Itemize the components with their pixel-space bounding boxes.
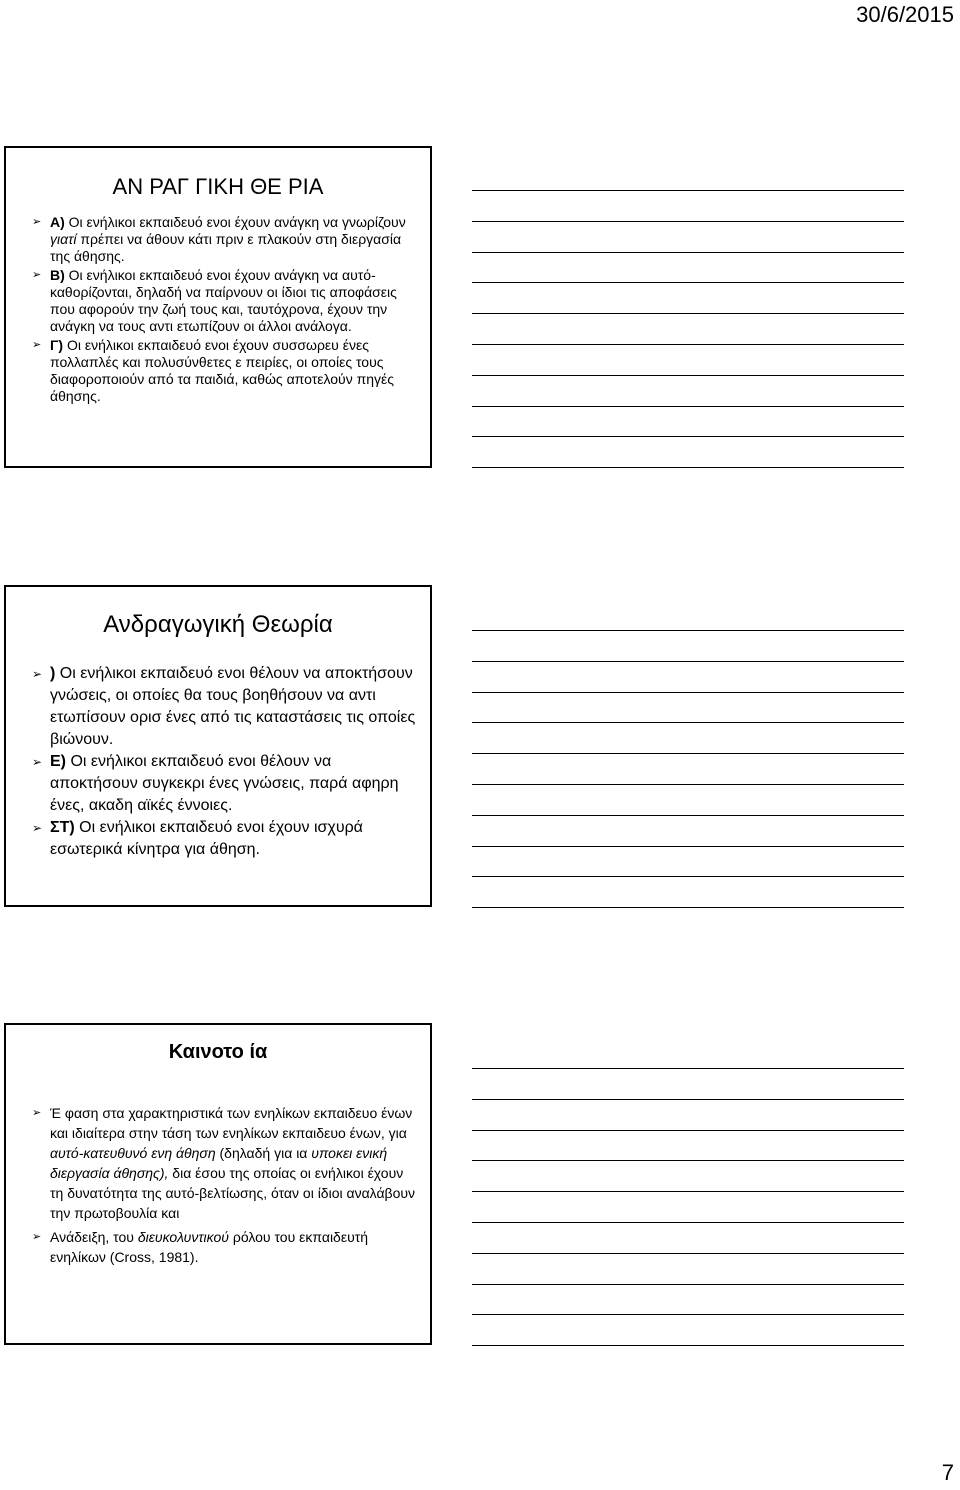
bullet-text: Ανάδειξη, του <box>50 1229 138 1245</box>
slide-title: Καινοτο ία <box>168 1041 268 1063</box>
bullet-item <box>32 817 418 861</box>
page-number: 7 <box>941 1460 954 1485</box>
note-line <box>472 753 904 754</box>
bullet-text: γιατί <box>50 231 77 247</box>
note-line <box>472 282 904 283</box>
bullet-item <box>32 751 418 817</box>
arrow-bullet-icon: ➢ <box>32 755 43 769</box>
bullet-item <box>32 1103 418 1223</box>
note-line <box>472 1130 904 1131</box>
bullet-text: Οι ενήλικοι εκπαιδευό ενοι έχουν ισχυρά εσωτερικά κίνητρα για άθηση. <box>50 819 363 858</box>
bullet-text: πρέπει να άθουν κάτι πριν ε πλακούν στη διεργασία της άθησης. <box>50 231 402 264</box>
bullet-item <box>32 1227 418 1267</box>
note-line <box>472 815 904 816</box>
bullet-lead: ) <box>50 665 56 682</box>
bullet-text: Οι ενήλικοι εκπαιδευό ενοι θέλουν να αποκτήσουν γνώσεις, οι οποίες θα τους βοηθήσουν να αντι ετωπίσουν ορισ ένες από τις καταστάσεις τις οποίες βιώνουν. <box>50 665 416 748</box>
note-line <box>472 1160 904 1161</box>
note-line <box>472 876 904 877</box>
bullet-text: αυτό-κατευθυνό ενη άθηση <box>50 1145 216 1161</box>
note-line <box>472 406 904 407</box>
arrow-bullet-icon: ➢ <box>32 1231 42 1243</box>
bullet-list <box>32 1103 418 1271</box>
note-line <box>472 1345 904 1346</box>
note-line <box>472 722 904 723</box>
note-line <box>472 1253 904 1254</box>
bullet-item <box>32 663 418 751</box>
arrow-bullet-icon: ➢ <box>32 821 43 835</box>
note-line <box>472 436 904 437</box>
bullet-lead: Ε) <box>50 753 66 770</box>
note-line <box>472 252 904 253</box>
arrow-bullet-icon: ➢ <box>32 667 43 681</box>
bullet-text: Οι ενήλικοι εκπαιδευό ενοι θέλουν να αποκτήσουν συγκεκρι ένες γνώσεις, παρά αφηρη ένες, ακαδη αϊκές έννοιες. <box>50 753 399 814</box>
note-line <box>472 190 904 191</box>
note-line <box>472 1068 904 1069</box>
bullet-lead: Β) <box>50 267 65 283</box>
bullet-text: ρόλου του εκπαιδευτή ενηλίκων (Cross, 1981). <box>50 1229 369 1265</box>
bullet-lead: Γ) <box>50 337 64 353</box>
note-line <box>472 784 904 785</box>
bullet-text: (δηλαδή για ια <box>215 1145 312 1161</box>
note-line <box>472 1222 904 1223</box>
bullet-text: Οι ενήλικοι εκπαιδευό ενοι έχουν ανάγκη να αυτό-καθορίζονται, δηλαδή να παίρνουν οι ίδιοι τις αποφάσεις που αφορούν την ζωή τους και, ταυτόχρονα, έχουν την ανάγκη να τους αντι ετωπίζουν οι άλλοι ανάλογα. <box>50 267 397 334</box>
note-line <box>472 661 904 662</box>
arrow-bullet-icon: ➢ <box>32 216 42 228</box>
slide-1 <box>4 146 432 468</box>
note-line <box>472 221 904 222</box>
slide-3 <box>4 1023 432 1345</box>
page-date: 30/6/2015 <box>856 2 954 27</box>
note-line <box>472 1284 904 1285</box>
bullet-text: Έ φαση στα χαρακτηριστικά των ενηλίκων εκπαιδευο ένων και ιδιαίτερα στην τάση των ενηλίκων εκπαιδευο ένων, για <box>50 1105 413 1141</box>
slide-2 <box>4 585 432 907</box>
bullet-text: Οι ενήλικοι εκπαιδευό ενοι έχουν ανάγκη να γνωρίζουν <box>64 214 406 230</box>
slide-title: ΑΝ ΡΑΓ ΓΙΚΗ ΘΕ ΡΙΑ <box>112 174 324 199</box>
note-line <box>472 692 904 693</box>
bullet-lead: ΣΤ) <box>50 819 75 836</box>
bullet-text: δια έσου της οποίας οι ενήλικοι έχουν τη δυνατότητα της αυτό-βελτίωσης, όταν οι ίδιοι αναλάβουν την πρωτοβουλία και <box>50 1165 416 1221</box>
arrow-bullet-icon: ➢ <box>32 1107 42 1119</box>
note-line <box>472 846 904 847</box>
bullet-item <box>32 337 418 405</box>
note-line <box>472 1314 904 1315</box>
arrow-bullet-icon: ➢ <box>32 269 42 281</box>
bullet-list <box>32 663 418 861</box>
bullet-text: υποκει ενική διεργασία άθησης), <box>50 1145 388 1181</box>
note-line <box>472 1191 904 1192</box>
bullet-text: διευκολυντικού <box>137 1229 229 1245</box>
note-line <box>472 467 904 468</box>
note-line <box>472 630 904 631</box>
bullet-lead: Α) <box>50 214 65 230</box>
bullet-list <box>32 214 418 407</box>
bullet-text: Οι ενήλικοι εκπαιδευό ενοι έχουν συσσωρευ ένες πολλαπλές και πολυσύνθετες ε πειρίες, οι οποίες τους διαφοροποιούν από τα παιδιά, καθώς αποτελούν πηγές άθησης. <box>50 337 395 404</box>
bullet-item <box>32 214 418 265</box>
arrow-bullet-icon: ➢ <box>32 339 42 351</box>
note-line <box>472 313 904 314</box>
note-line <box>472 344 904 345</box>
bullet-item <box>32 267 418 335</box>
slide-title: Ανδραγωγική Θεωρία <box>103 611 333 638</box>
note-line <box>472 1099 904 1100</box>
note-line <box>472 375 904 376</box>
note-line <box>472 907 904 908</box>
